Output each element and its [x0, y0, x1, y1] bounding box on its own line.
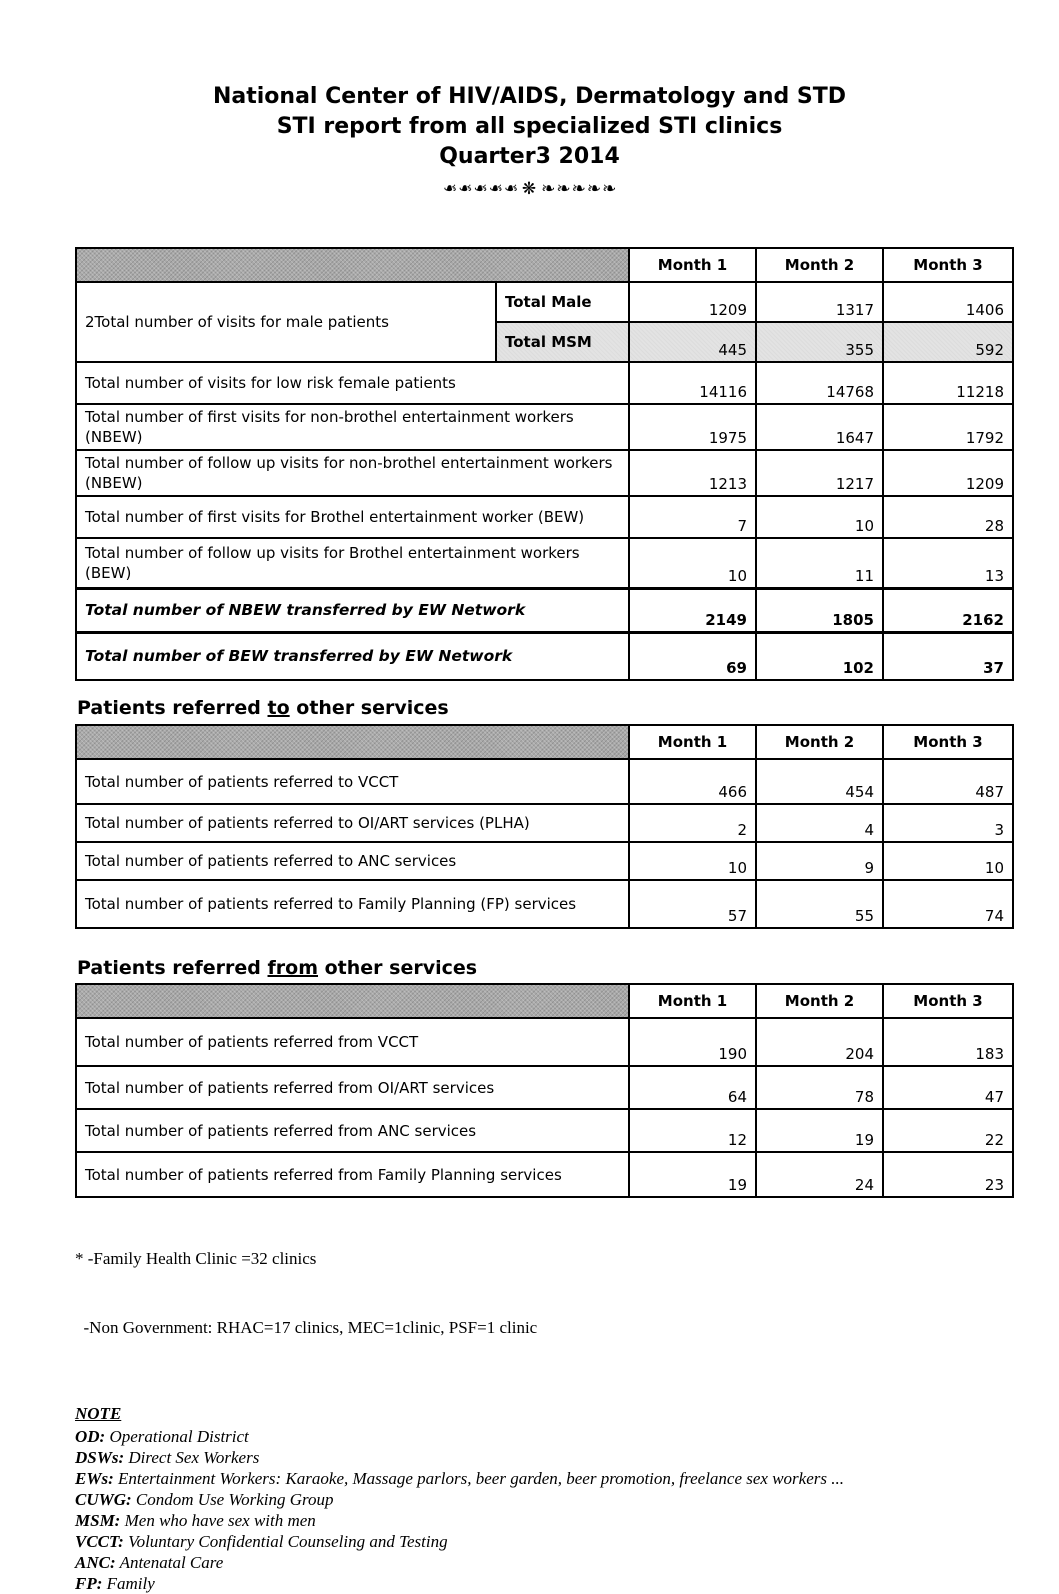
referred-to-table — [75, 724, 1014, 929]
note-item — [75, 1552, 1012, 1573]
value-cell: 183 — [883, 1018, 1013, 1066]
report-content — [75, 247, 1012, 1594]
sub-row-label: Total MSM — [496, 322, 629, 362]
value-cell: 1406 — [883, 282, 1013, 322]
note-definition: Family — [102, 1574, 155, 1593]
month-1-header: Month 1 — [629, 248, 756, 282]
note-definition: Antenatal Care — [115, 1553, 224, 1572]
note-block — [75, 1403, 1012, 1594]
table-row — [76, 404, 1013, 450]
value-cell: 1805 — [756, 588, 883, 632]
page-subtitle: STI report from all specialized STI clinics — [276, 114, 783, 139]
value-cell: 57 — [629, 880, 756, 928]
value-cell: 78 — [756, 1066, 883, 1109]
table-row — [76, 282, 1013, 322]
heading-text: Patients referred — [77, 957, 268, 979]
page-title: National Center of HIV/AIDS, Dermatology and STD — [212, 84, 846, 109]
note-definition: Entertainment Workers: Karaoke, Massage parlors, beer garden, beer promotion, freelance sex workers ... — [113, 1469, 844, 1488]
note-item — [75, 1426, 1012, 1447]
note-term: MSM: — [75, 1511, 121, 1530]
value-cell: 9 — [756, 842, 883, 880]
value-cell: 14768 — [756, 362, 883, 404]
table-header-row — [76, 248, 1013, 282]
heading-underlined-word: to — [267, 697, 290, 719]
note-heading: NOTE — [75, 1404, 122, 1423]
value-cell: 1792 — [883, 404, 1013, 450]
note-item — [75, 1573, 1012, 1594]
value-cell: 1213 — [629, 450, 756, 496]
note-definition: Direct Sex Workers — [124, 1448, 260, 1467]
header-gray-cell — [76, 984, 629, 1018]
note-term: ANC: — [75, 1553, 116, 1572]
heading-text: Patients referred — [77, 697, 268, 719]
note-term: DSWs: — [75, 1448, 125, 1467]
note-term: OD: — [75, 1427, 106, 1446]
row-label: Total number of NBEW transferred by EW Network — [76, 588, 629, 632]
summary-row — [76, 588, 1013, 632]
value-cell: 10 — [629, 842, 756, 880]
row-label: Total number of visits for low risk female patients — [76, 362, 629, 404]
row-label: Total number of patients referred from ANC services — [76, 1109, 629, 1152]
month-1-header: Month 1 — [629, 725, 756, 759]
sub-row-label: Total Male — [496, 282, 629, 322]
row-label: Total number of patients referred to OI/ART services (PLHA) — [76, 804, 629, 842]
title-block — [0, 0, 1059, 199]
value-cell: 1647 — [756, 404, 883, 450]
value-cell: 4 — [756, 804, 883, 842]
value-cell: 355 — [756, 322, 883, 362]
month-2-header: Month 2 — [756, 984, 883, 1018]
table-row — [76, 450, 1013, 496]
page-quarter: Quarter3 2014 — [439, 144, 620, 169]
value-cell: 55 — [756, 880, 883, 928]
value-cell: 11 — [756, 538, 883, 588]
row-label: Total number of patients referred from VCCT — [76, 1018, 629, 1066]
row-label: Total number of follow up visits for non-brothel entertainment workers (NBEW) — [76, 450, 629, 496]
note-item — [75, 1447, 1012, 1468]
month-3-header: Month 3 — [883, 725, 1013, 759]
month-3-header: Month 3 — [883, 984, 1013, 1018]
value-cell: 24 — [756, 1152, 883, 1197]
table-header-row — [76, 725, 1013, 759]
header-gray-cell — [76, 725, 629, 759]
value-cell: 10 — [883, 842, 1013, 880]
value-cell: 466 — [629, 759, 756, 804]
value-cell: 2149 — [629, 588, 756, 632]
row-label: 2Total number of visits for male patients — [76, 282, 496, 362]
value-cell: 204 — [756, 1018, 883, 1066]
month-2-header: Month 2 — [756, 248, 883, 282]
row-label: Total number of patients referred from OI/ART services — [76, 1066, 629, 1109]
value-cell: 19 — [756, 1109, 883, 1152]
note-item — [75, 1489, 1012, 1510]
value-cell: 1975 — [629, 404, 756, 450]
value-cell: 2 — [629, 804, 756, 842]
referred-from-table — [75, 983, 1014, 1198]
value-cell: 592 — [883, 322, 1013, 362]
value-cell: 13 — [883, 538, 1013, 588]
value-cell: 454 — [756, 759, 883, 804]
ornament-right: ❧❧❧❧❧ — [541, 179, 618, 199]
value-cell: 1317 — [756, 282, 883, 322]
heading-underlined-word: from — [267, 957, 319, 979]
row-label: Total number of first visits for non-brothel entertainment workers (NBEW) — [76, 404, 629, 450]
value-cell: 74 — [883, 880, 1013, 928]
value-cell: 47 — [883, 1066, 1013, 1109]
footnote-line: * -Family Health Clinic =32 clinics — [75, 1249, 317, 1268]
value-cell: 23 — [883, 1152, 1013, 1197]
row-label: Total number of BEW transferred by EW Network — [76, 632, 629, 680]
row-label: Total number of follow up visits for Brothel entertainment workers (BEW) — [76, 538, 629, 588]
note-definition: Condom Use Working Group — [131, 1490, 334, 1509]
row-label: Total number of patients referred to Family Planning (FP) services — [76, 880, 629, 928]
value-cell: 3 — [883, 804, 1013, 842]
note-item — [75, 1510, 1012, 1531]
value-cell: 102 — [756, 632, 883, 680]
note-item — [75, 1531, 1012, 1552]
value-cell: 1209 — [629, 282, 756, 322]
table-header-row — [76, 984, 1013, 1018]
note-item — [75, 1468, 1012, 1489]
table-row — [76, 1152, 1013, 1197]
value-cell: 64 — [629, 1066, 756, 1109]
note-definition: Operational District — [105, 1427, 249, 1446]
ornament-flower-icon: ❋ — [521, 179, 538, 199]
value-cell: 445 — [629, 322, 756, 362]
value-cell: 10 — [756, 496, 883, 538]
ornament-divider — [0, 179, 1059, 199]
value-cell: 2162 — [883, 588, 1013, 632]
table-row — [76, 1109, 1013, 1152]
month-2-header: Month 2 — [756, 725, 883, 759]
value-cell: 487 — [883, 759, 1013, 804]
ornament-left: ❧❧❧❧❧ — [441, 179, 518, 199]
note-term: CUWG: — [75, 1490, 132, 1509]
month-1-header: Month 1 — [629, 984, 756, 1018]
heading-text: other services — [318, 957, 478, 979]
value-cell: 12 — [629, 1109, 756, 1152]
row-label: Total number of patients referred from Family Planning services — [76, 1152, 629, 1197]
value-cell: 22 — [883, 1109, 1013, 1152]
row-label: Total number of patients referred to VCCT — [76, 759, 629, 804]
footnote-line: -Non Government: RHAC=17 clinics, MEC=1clinic, PSF=1 clinic — [75, 1318, 538, 1337]
note-term: FP: — [75, 1574, 103, 1593]
visits-table — [75, 247, 1014, 681]
table-row — [76, 538, 1013, 588]
value-cell: 1217 — [756, 450, 883, 496]
value-cell: 7 — [629, 496, 756, 538]
value-cell: 11218 — [883, 362, 1013, 404]
value-cell: 69 — [629, 632, 756, 680]
value-cell: 28 — [883, 496, 1013, 538]
note-term: EWs: — [75, 1469, 114, 1488]
value-cell: 19 — [629, 1152, 756, 1197]
heading-text: other services — [289, 697, 449, 719]
table-row — [76, 880, 1013, 928]
summary-row — [76, 632, 1013, 680]
note-term: VCCT: — [75, 1532, 124, 1551]
section-heading-referred-from — [77, 957, 1012, 979]
note-definition: Voluntary Confidential Counseling and Testing — [123, 1532, 448, 1551]
value-cell: 14116 — [629, 362, 756, 404]
value-cell: 1209 — [883, 450, 1013, 496]
table-row — [76, 362, 1013, 404]
table-row — [76, 496, 1013, 538]
table-row — [76, 804, 1013, 842]
table-row — [76, 842, 1013, 880]
table-row — [76, 759, 1013, 804]
value-cell: 10 — [629, 538, 756, 588]
footnotes — [75, 1201, 1012, 1385]
section-heading-referred-to — [77, 697, 1012, 719]
value-cell: 37 — [883, 632, 1013, 680]
row-label: Total number of first visits for Brothel entertainment worker (BEW) — [76, 496, 629, 538]
note-definition: Men who have sex with men — [120, 1511, 316, 1530]
header-gray-cell — [76, 248, 629, 282]
value-cell: 190 — [629, 1018, 756, 1066]
table-row — [76, 1066, 1013, 1109]
row-label: Total number of patients referred to ANC services — [76, 842, 629, 880]
table-row — [76, 1018, 1013, 1066]
month-3-header: Month 3 — [883, 248, 1013, 282]
